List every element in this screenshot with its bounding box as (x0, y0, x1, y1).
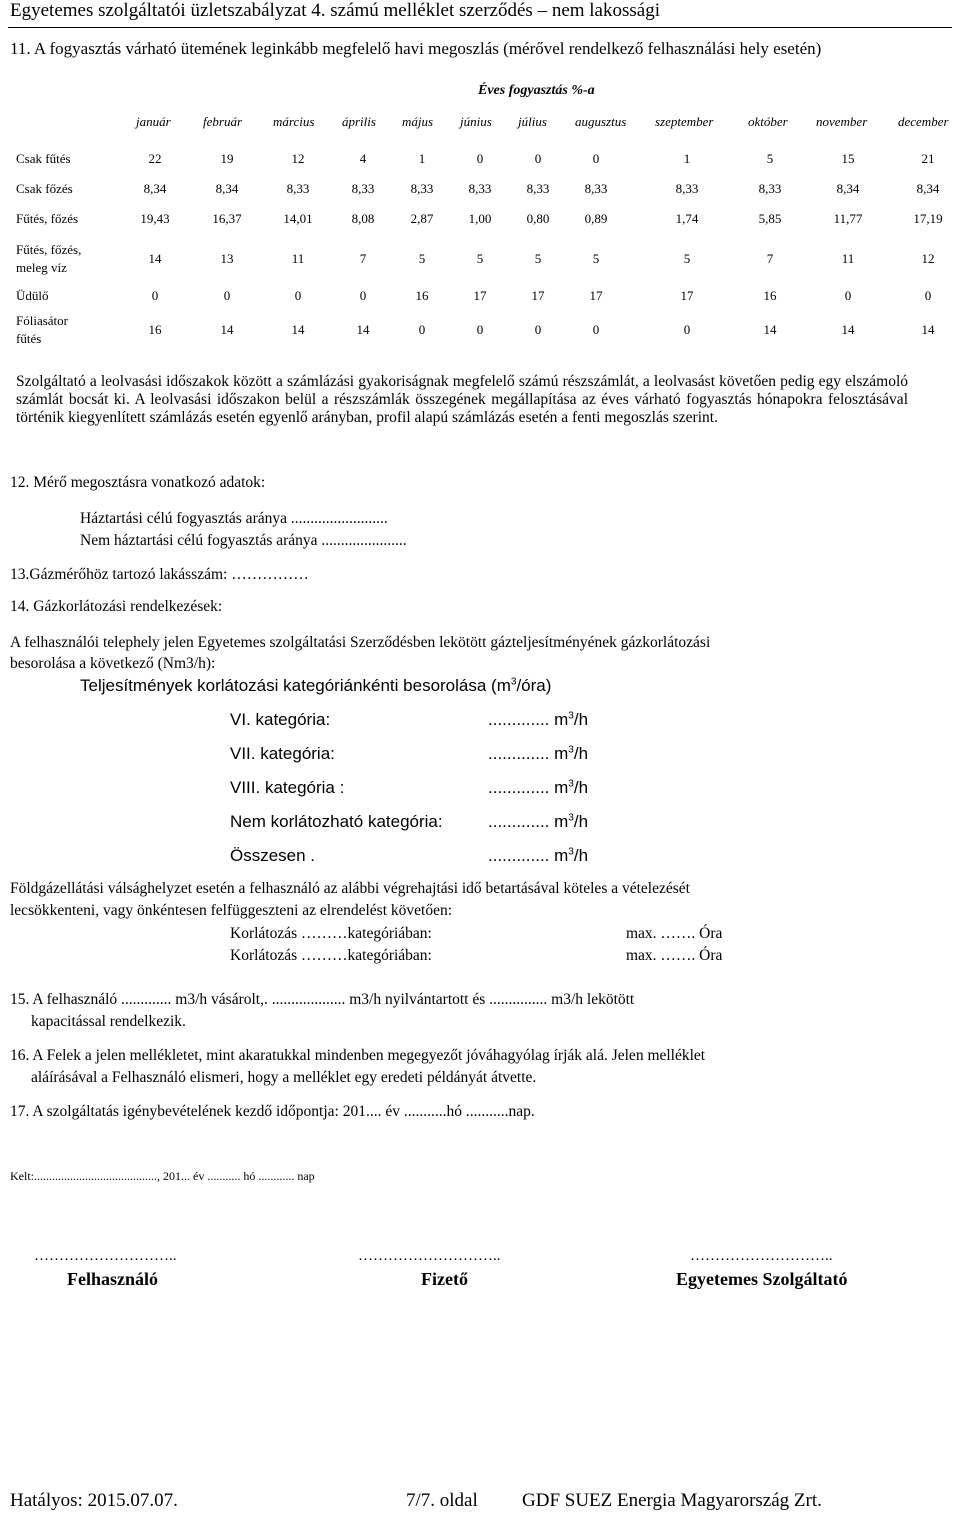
table-cell: 1 (418, 151, 426, 166)
row-label: Csak főzés (16, 181, 73, 196)
table-cell: 17 (531, 288, 545, 303)
limit-row-left: Korlátozás ………kategóriában: (230, 925, 432, 942)
table-cell: 16 (148, 322, 162, 337)
category-value: ............. $m^3/h$ (488, 744, 589, 763)
table-cell: 0 (534, 151, 542, 166)
table-cell: 22 (148, 151, 162, 166)
footer-effective-date: Hatályos: 2015.07.07. (10, 1490, 178, 1511)
row-label: Csak fűtés (16, 151, 71, 166)
crisis-line1: Földgázellátási válsághelyzet esetén a felhasználó az alábbi végrehajtási idő betartásával köteles a vételezését (10, 880, 690, 897)
section-15-line2: kapacitással rendelkezik. (31, 1013, 186, 1030)
month-header: szeptember (655, 114, 714, 129)
month-header: január (136, 114, 171, 129)
table-cell: 5 (683, 251, 691, 266)
table-cell: 8,33 (584, 181, 608, 196)
footer-company: GDF SUEZ Energia Magyarország Zrt. (522, 1490, 822, 1511)
row-label: Fűtés, főzés (16, 211, 79, 226)
table-cell: 5 (766, 151, 774, 166)
month-header: november (816, 114, 868, 129)
table-cell: 8,33 (526, 181, 550, 196)
table-cell: 0 (534, 322, 542, 337)
month-header: június (460, 114, 492, 129)
table-cell: 0 (476, 322, 484, 337)
section-11-title: 11. A fogyasztás várható ütemének leginkább megfelelő havi megoszlás (mérővel rendelkező felhasználási hely esetén) (10, 39, 822, 58)
table-cell: 8,34 (836, 181, 860, 196)
non-household-share-line: Nem háztartási célú fogyasztás aránya ...................... (80, 532, 407, 549)
section-14-intro-line1: A felhasználói telephely jelen Egyetemes szolgáltatási Szerződésben lekötött gázteljesítményének gázkorlátozási (10, 634, 711, 651)
limit-row-right: max. ……. Óra (626, 947, 723, 964)
table-cell: 5 (592, 251, 600, 266)
row-label: Üdülő (16, 288, 49, 303)
table-cell: 14 (148, 251, 162, 266)
table-cell: 8,33 (675, 181, 699, 196)
table-cell: 14,01 (283, 211, 313, 226)
table-cell: 8,33 (351, 181, 375, 196)
table-cell: 8,33 (468, 181, 492, 196)
category-value: ............. $m^3/h$ (488, 710, 589, 729)
section-16-line1: 16. A Felek a jelen mellékletet, mint akaratukkal mindenben megegyezőt jóváhagyólag írják alá. Jelen melléklet (10, 1047, 706, 1064)
table-cell: 16 (763, 288, 777, 303)
table-cell: 0 (476, 151, 484, 166)
category-label: VI. kategória: (230, 710, 331, 729)
table-cell: 11 (841, 251, 855, 266)
table-cell: 12 (921, 251, 935, 266)
table-cell: 0 (683, 322, 691, 337)
category-value: ............. $m^3/h$ (488, 846, 589, 865)
table-cell: 17 (473, 288, 487, 303)
month-header: december (898, 114, 949, 129)
table-cell: 17 (680, 288, 694, 303)
table-cell: 5 (476, 251, 484, 266)
table-cell: 0 (294, 288, 302, 303)
month-header: július (518, 114, 547, 129)
signature-name: Felhasználó (67, 1269, 159, 1289)
table-cell: 0 (592, 151, 600, 166)
table-cell: 14 (291, 322, 305, 337)
limit-row-left: Korlátozás ………kategóriában: (230, 947, 432, 964)
signature-name: Egyetemes Szolgáltató (676, 1269, 848, 1289)
table-cell: 0 (359, 288, 367, 303)
category-label: VII. kategória: (230, 744, 335, 763)
month-header: március (273, 114, 315, 129)
table-cell: 0,80 (526, 211, 550, 226)
table-cell: 0 (844, 288, 852, 303)
month-header: április (342, 114, 376, 129)
categories-heading: Teljesítmények korlátozási kategóriánkénti besorolása $(m^3/óra)$ (80, 676, 552, 695)
table-cell: 17,19 (913, 211, 943, 226)
table-cell: 5,85 (758, 211, 782, 226)
section-12-title: 12. Mérő megosztásra vonatkozó adatok: (10, 474, 266, 491)
table-cell: 5 (418, 251, 426, 266)
table-cell: 14 (220, 322, 234, 337)
table-cell: 8,08 (351, 211, 375, 226)
section-14-intro-line2: besorolása a következő (Nm3/h): (10, 655, 216, 672)
table-cell: 5 (534, 251, 542, 266)
table-cell: 1 (683, 151, 691, 166)
category-label: VIII. kategória : (230, 778, 345, 797)
household-share-line: Háztartási célú fogyasztás aránya ......................... (80, 510, 388, 527)
month-header: május (402, 114, 434, 129)
table-cell: 7 (359, 251, 367, 266)
signature-line: ……………………….. (34, 1248, 177, 1264)
table-cell: 16 (415, 288, 429, 303)
signature-line: ……………………….. (690, 1248, 833, 1264)
table-cell: 0,89 (584, 211, 608, 226)
category-value: ............. $m^3/h$ (488, 812, 589, 831)
table-cell: 1,74 (675, 211, 699, 226)
limit-row-right: max. ……. Óra (626, 925, 723, 942)
table-cell: 11 (291, 251, 305, 266)
table-cell: 17 (589, 288, 603, 303)
table-cell: 19,43 (140, 211, 170, 226)
row-label-line1: Fűtés, főzés, (16, 242, 82, 257)
table-cell: 8,33 (410, 181, 434, 196)
category-label: Nem korlátozható kategória: (230, 812, 443, 831)
section-13-title: 13.Gázmérőhöz tartozó lakásszám: …………… (10, 566, 309, 583)
table-cell: 4 (359, 151, 367, 166)
table-cell: 8,33 (758, 181, 782, 196)
category-label: Összesen . (230, 846, 316, 865)
row-label-line2: meleg víz (16, 260, 67, 275)
table-cell: 12 (291, 151, 305, 166)
table-cell: 14 (841, 322, 855, 337)
section-15-line1: 15. A felhasználó ............. m3/h vásárolt,. ................... m3/h nyilvántartott és ............... m3/h lekötött (10, 991, 635, 1008)
table-cell: 15 (841, 151, 855, 166)
month-header: augusztus (575, 114, 627, 129)
table-cell: 14 (921, 322, 935, 337)
category-value: ............. $m^3/h$ (488, 778, 589, 797)
table-cell: 21 (921, 151, 935, 166)
section-16-line2: aláírásával a Felhasználó elismeri, hogy a melléklet egy eredeti példányát átvette. (31, 1069, 537, 1086)
row-label-line1: Fóliasátor (16, 313, 68, 328)
date-line: Kelt:........................................., 201... év ........... hó ............ nap (10, 1169, 315, 1183)
section-14-title: 14. Gázkorlátozási rendelkezések: (10, 598, 223, 615)
table-cell: 0 (924, 288, 932, 303)
table-cell: 2,87 (410, 211, 434, 226)
footer-page-number: 7/7. oldal (406, 1490, 478, 1511)
row-label-line2: fűtés (16, 331, 42, 346)
billing-paragraph: Szolgáltató a leolvasási időszakok között a számlázási gyakoriságnak megfelelő számú részszámlát, a leolvasást követően pedig egy elszámoló számlát bocsát ki. A leolvasási időszakon belül a részszámlák összegének megállapítása az éves várható fogyasztás hónapokra felosztásával történik kiegyenlített számlázás esetén egyenlő arányban, profil alapú számlázás esetén a fenti megoszlás szerint. (16, 373, 908, 426)
month-header: február (203, 114, 242, 129)
table-cell: 14 (356, 322, 370, 337)
table-cell: 1,00 (468, 211, 492, 226)
table-cell: 8,34 (916, 181, 940, 196)
section-17-text: 17. A szolgáltatás igénybevételének kezdő időpontja: 201.... év ...........hó ...........nap. (10, 1103, 535, 1120)
header-divider (8, 27, 952, 28)
crisis-line2: lecsökkenteni, vagy önkéntesen felfüggeszteni az elrendelést követően: (10, 902, 453, 919)
document-header: Egyetemes szolgáltatói üzletszabályzat 4. számú melléklet szerződés – nem lakossági (10, 0, 660, 21)
table-cell: 7 (766, 251, 774, 266)
table-cell: 0 (418, 322, 426, 337)
table-cell: 0 (592, 322, 600, 337)
signature-line: ……………………….. (358, 1248, 501, 1264)
month-header: október (748, 114, 788, 129)
table-cell: 0 (223, 288, 231, 303)
table-cell: 8,34 (215, 181, 239, 196)
table-title: Éves fogyasztás %-a (478, 83, 595, 98)
table-cell: 11,77 (833, 211, 863, 226)
signature-name: Fizető (421, 1269, 468, 1289)
table-cell: 14 (763, 322, 777, 337)
table-cell: 0 (151, 288, 159, 303)
table-cell: 8,34 (143, 181, 167, 196)
table-cell: 13 (220, 251, 234, 266)
table-cell: 19 (220, 151, 234, 166)
table-cell: 8,33 (286, 181, 310, 196)
table-cell: 16,37 (212, 211, 242, 226)
